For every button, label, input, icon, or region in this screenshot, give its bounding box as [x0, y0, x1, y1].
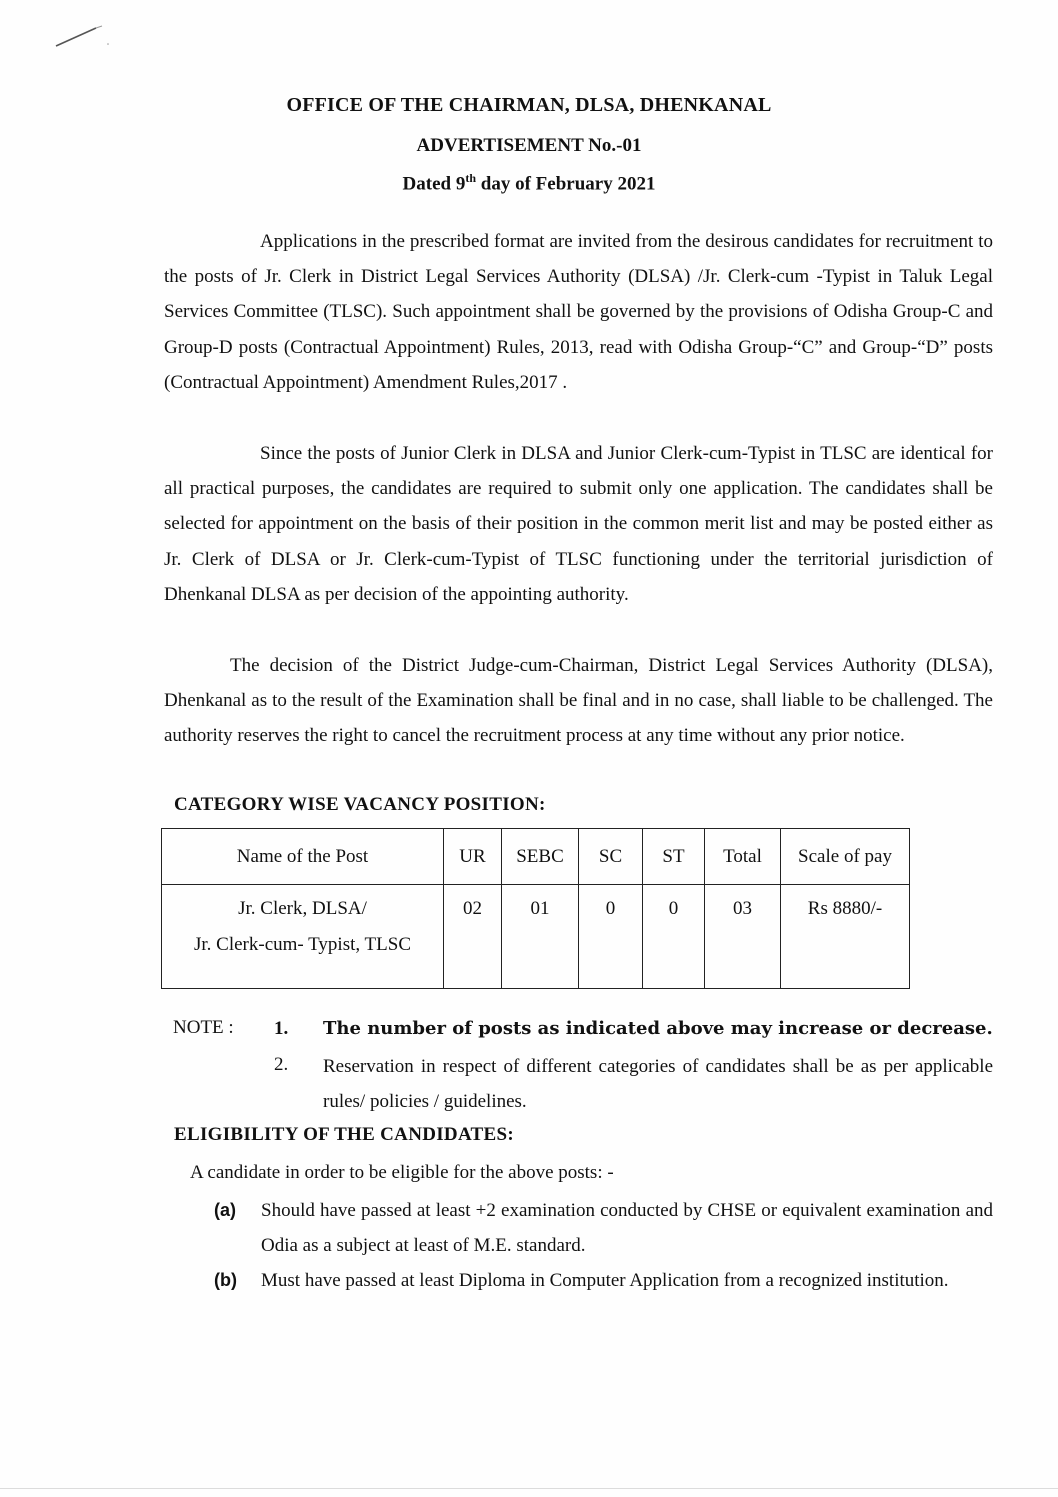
note-label: NOTE : — [173, 1017, 234, 1038]
page-bottom-divider — [0, 1488, 1058, 1489]
cell-total: 03 — [705, 885, 781, 989]
eligibility-intro: A candidate in order to be eligible for the above posts: - — [190, 1162, 614, 1183]
header-ur: UR — [444, 829, 502, 885]
advertisement-number: ADVERTISEMENT No.-01 — [416, 135, 642, 156]
note-number-1: 1. — [274, 1018, 289, 1039]
cell-sebc: 01 — [502, 885, 579, 989]
eligibility-item-label-a: (a) — [214, 1200, 236, 1220]
office-heading: OFFICE OF THE CHAIRMAN, DLSA, DHENKANAL — [286, 94, 772, 116]
cell-post-name: Jr. Clerk, DLSA/ Jr. Clerk-cum- Typist, TLSC — [162, 885, 444, 989]
vacancy-table-header-row — [162, 829, 910, 885]
vacancy-table — [161, 828, 910, 989]
note-text-2: Reservation in respect of different categories of candidates shall be as per applicable rules/ policies / guidelines. — [323, 1056, 993, 1112]
header-sebc: SEBC — [502, 829, 579, 885]
cell-st: 0 — [643, 885, 705, 989]
cell-sc: 0 — [579, 885, 643, 989]
header-total: Total — [705, 829, 781, 885]
note-number-2: 2. — [274, 1054, 289, 1075]
header-scale-of-pay: Scale of pay — [781, 829, 910, 885]
decision-paragraph: The decision of the District Judge-cum-Chairman, District Legal Services Authority (DLSA), Dhenkanal as to the result of the Examination shall be final and in no case, shall liable to be challenged. The authority reserves the right to cancel the recruitment process at any time without any prior notice. — [164, 655, 993, 747]
header-st: ST — [643, 829, 705, 885]
advertisement-date: Dated 9th day of February 2021 — [402, 171, 656, 195]
posts-paragraph: Since the posts of Junior Clerk in DLSA and Junior Clerk-cum-Typist in TLSC are identical for all practical purposes, the candidates are required to submit only one application. The candidates shall be selected for appointment on the basis of their position in the common merit list and may be posted either as Jr. Clerk of DLSA or Jr. Clerk-cum-Typist of TLSC functioning under the territorial jurisdiction of Dhenkanal DLSA as per decision of the appointing authority. — [164, 443, 993, 605]
cell-scale-of-pay: Rs 8880/- — [781, 885, 910, 989]
cell-ur: 02 — [444, 885, 502, 989]
eligibility-item-text-b: Must have passed at least Diploma in Computer Application from a recognized institution. — [261, 1270, 949, 1291]
eligibility-item-text-a: Should have passed at least +2 examination conducted by CHSE or equivalent examination and Odia as a subject at least of M.E. standard. — [261, 1200, 993, 1256]
vacancy-section-title: CATEGORY WISE VACANCY POSITION: — [174, 794, 546, 815]
header-name-of-post: Name of the Post — [162, 829, 444, 885]
intro-paragraph: Applications in the prescribed format are invited from the desirous candidates for recruitment to the posts of Jr. Clerk in District Legal Services Authority (DLSA) /Jr. Clerk-cum -Typist in Taluk Legal Services Committee (TLSC). Such appointment shall be governed by the provisions of Odisha Group-C and Group-D posts (Contractual Appointment) Rules, 2013, read with Odisha Group-“C” and Group-“D” posts (Contractual Appointment) Amendment Rules,2017 . — [164, 231, 993, 393]
eligibility-section-title: ELIGIBILITY OF THE CANDIDATES: — [174, 1124, 514, 1145]
pen-mark — [52, 22, 112, 52]
header-sc: SC — [579, 829, 643, 885]
note-text-1: The number of posts as indicated above may increase or decrease. — [323, 1018, 993, 1039]
table-row — [162, 885, 910, 989]
eligibility-item-label-b: (b) — [214, 1270, 237, 1290]
